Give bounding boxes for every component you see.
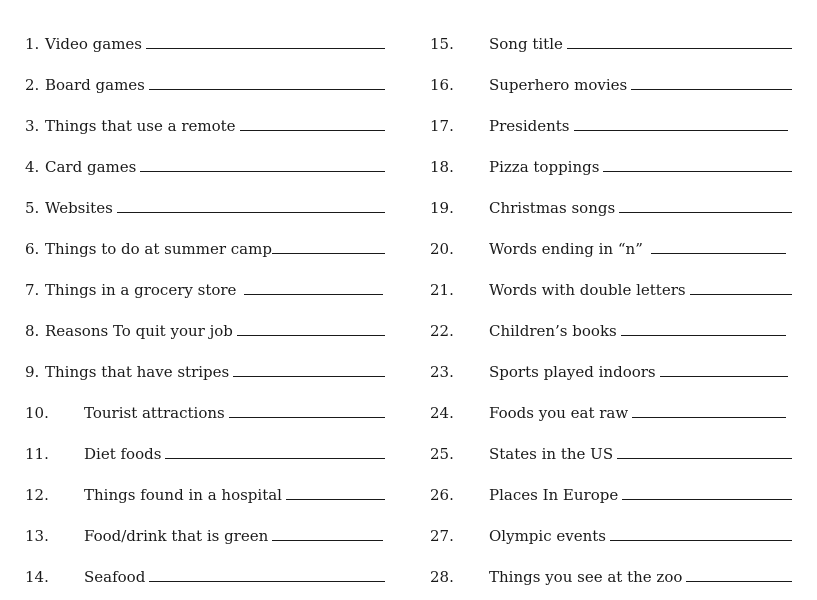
answer-line[interactable] [686, 580, 792, 582]
list-item [25, 463, 385, 504]
item-number: 20. [430, 240, 454, 258]
answer-line[interactable] [149, 88, 385, 90]
item-number: 7. [25, 281, 40, 299]
list-item [430, 12, 792, 53]
item-label: Things to do at summer camp [45, 240, 272, 258]
answer-line[interactable] [567, 47, 792, 49]
answer-line[interactable] [233, 375, 385, 377]
answer-line[interactable] [610, 539, 792, 541]
item-label: Olympic events [489, 527, 606, 545]
left-column [25, 12, 385, 586]
answer-line[interactable] [146, 47, 385, 49]
item-number: 18. [430, 158, 454, 176]
item-number: 14. [25, 568, 49, 586]
list-item [25, 422, 385, 463]
item-label: Things in a grocery store [45, 281, 237, 299]
answer-line[interactable] [660, 375, 788, 377]
item-label: Websites [45, 199, 113, 217]
list-item [430, 176, 792, 217]
item-number: 8. [25, 322, 40, 340]
answer-line[interactable] [621, 334, 786, 336]
list-item [430, 258, 792, 299]
item-label: Song title [489, 35, 563, 53]
list-item [430, 135, 792, 176]
answer-line[interactable] [237, 334, 385, 336]
list-item [430, 217, 792, 258]
item-label: States in the US [489, 445, 614, 463]
item-number: 16. [430, 76, 454, 94]
answer-line[interactable] [244, 293, 383, 295]
list-item [25, 217, 385, 258]
item-label: Things that have stripes [45, 363, 230, 381]
answer-line[interactable] [149, 580, 385, 582]
answer-line[interactable] [619, 211, 792, 213]
item-number: 9. [25, 363, 40, 381]
item-number: 19. [430, 199, 454, 217]
list-item [430, 545, 792, 586]
answer-line[interactable] [117, 211, 385, 213]
list-item [430, 422, 792, 463]
item-label: Things found in a hospital [84, 486, 282, 504]
item-label: Pizza toppings [489, 158, 600, 176]
item-number: 4. [25, 158, 40, 176]
item-number: 17. [430, 117, 454, 135]
item-number: 5. [25, 199, 40, 217]
list-item [25, 135, 385, 176]
item-label: Video games [45, 35, 142, 53]
item-label: Places In Europe [489, 486, 619, 504]
item-label: Foods you eat raw [489, 404, 629, 422]
item-number: 22. [430, 322, 454, 340]
item-label: Superhero movies [489, 76, 628, 94]
item-label: Food/drink that is green [84, 527, 269, 545]
list-item [430, 299, 792, 340]
item-label: Board games [45, 76, 145, 94]
item-number: 23. [430, 363, 454, 381]
list-item [430, 340, 792, 381]
list-item [430, 53, 792, 94]
item-label: Christmas songs [489, 199, 616, 217]
item-number: 15. [430, 35, 454, 53]
list-item [25, 299, 385, 340]
answer-line[interactable] [272, 539, 383, 541]
answer-line[interactable] [140, 170, 385, 172]
item-number: 2. [25, 76, 40, 94]
answer-line[interactable] [651, 252, 786, 254]
item-number: 21. [430, 281, 454, 299]
answer-line[interactable] [165, 457, 385, 459]
item-number: 27. [430, 527, 454, 545]
list-item [430, 463, 792, 504]
list-item [25, 340, 385, 381]
item-number: 10. [25, 404, 49, 422]
list-item [430, 504, 792, 545]
list-item [25, 12, 385, 53]
item-label: Tourist attractions [84, 404, 225, 422]
item-number: 3. [25, 117, 40, 135]
item-label: Diet foods [84, 445, 162, 463]
answer-line[interactable] [690, 293, 792, 295]
answer-line[interactable] [286, 498, 385, 500]
answer-line[interactable] [240, 129, 385, 131]
answer-line[interactable] [622, 498, 792, 500]
answer-line[interactable] [603, 170, 792, 172]
list-item [430, 94, 792, 135]
list-item [25, 545, 385, 586]
item-number: 12. [25, 486, 49, 504]
list-item [430, 381, 792, 422]
answer-line[interactable] [632, 416, 786, 418]
item-label: Things that use a remote [45, 117, 236, 135]
item-label: Reasons To quit your job [45, 322, 233, 340]
item-number: 6. [25, 240, 40, 258]
item-label: Children’s books [489, 322, 617, 340]
item-label: Card games [45, 158, 137, 176]
item-number: 24. [430, 404, 454, 422]
answer-line[interactable] [574, 129, 788, 131]
answer-line[interactable] [229, 416, 385, 418]
item-number: 1. [25, 35, 40, 53]
item-label: Words ending in “n” [489, 240, 643, 258]
item-label: Things you see at the zoo [489, 568, 683, 586]
list-item [25, 381, 385, 422]
item-label: Words with double letters [489, 281, 686, 299]
answer-line[interactable] [631, 88, 792, 90]
item-number: 11. [25, 445, 49, 463]
item-label: Presidents [489, 117, 570, 135]
list-item [25, 94, 385, 135]
list-item [25, 258, 385, 299]
item-number: 28. [430, 568, 454, 586]
item-number: 26. [430, 486, 454, 504]
item-label: Seafood [84, 568, 146, 586]
item-number: 13. [25, 527, 49, 545]
list-item [25, 504, 385, 545]
item-label: Sports played indoors [489, 363, 656, 381]
list-item [25, 176, 385, 217]
list-item [25, 53, 385, 94]
item-number: 25. [430, 445, 454, 463]
right-column [430, 12, 792, 586]
answer-line[interactable] [272, 252, 385, 254]
answer-line[interactable] [617, 457, 792, 459]
